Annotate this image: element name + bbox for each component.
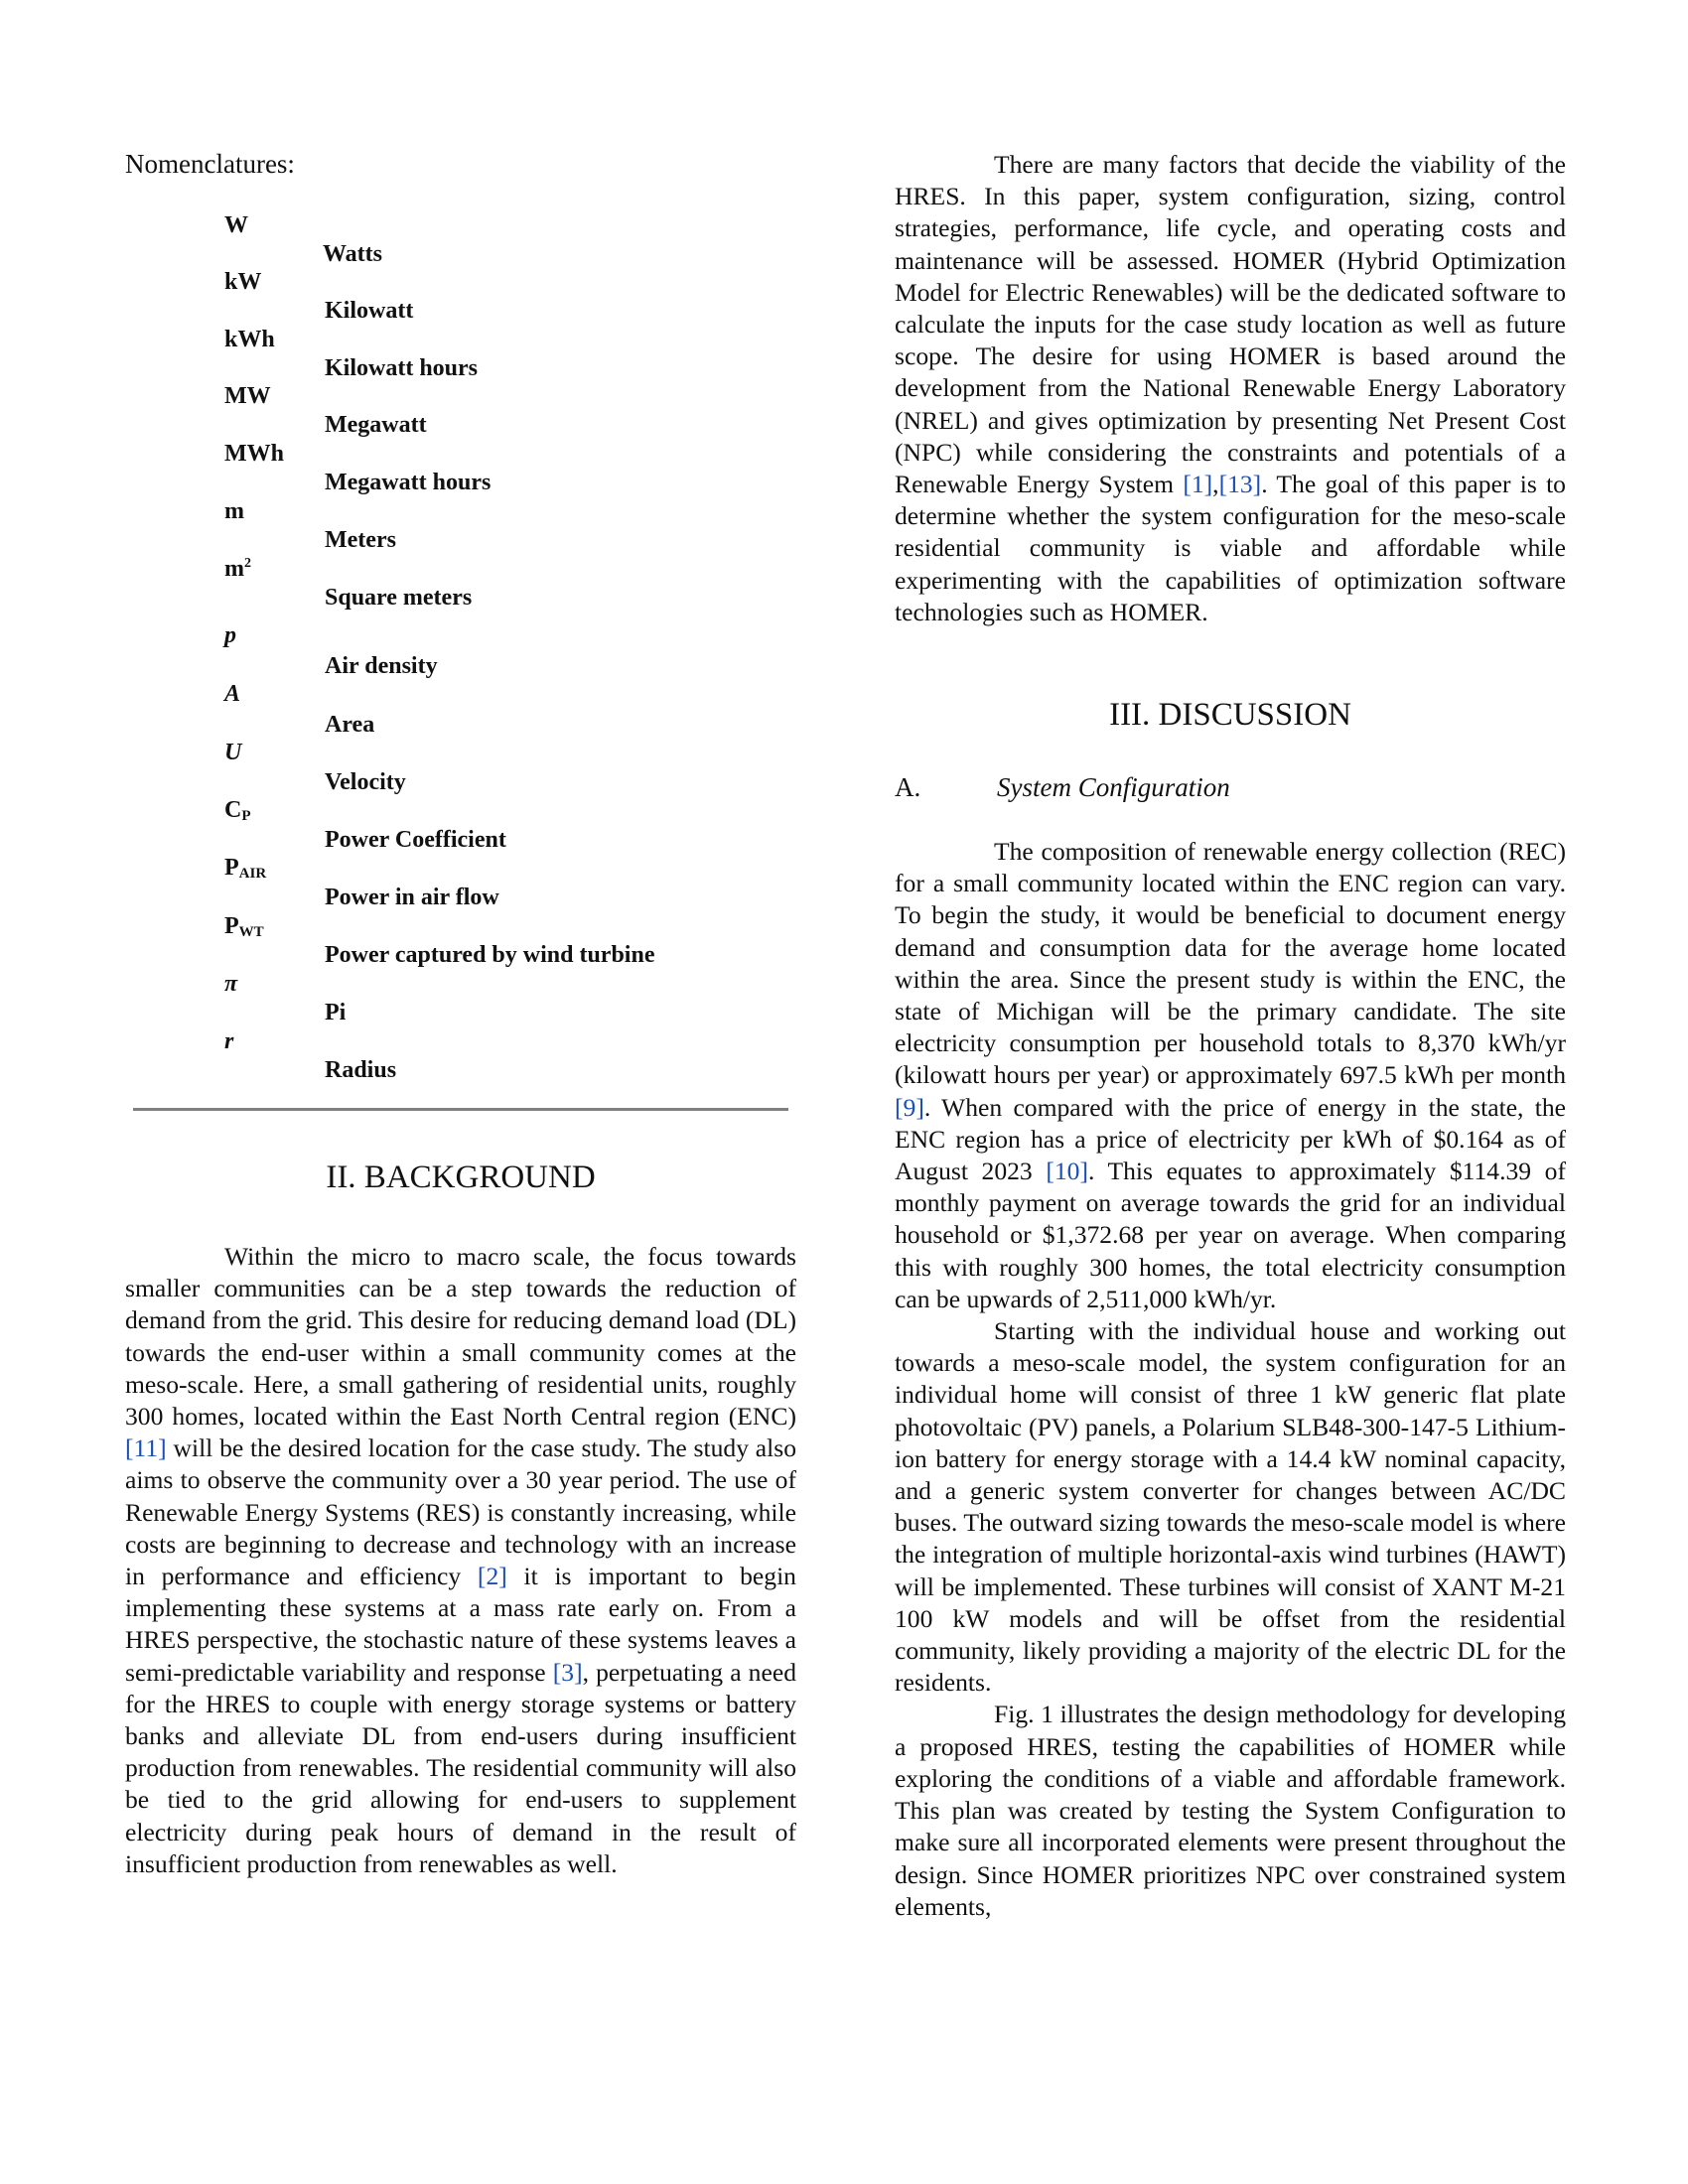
nomenclature-symbol: $m^2$ — [224, 556, 251, 582]
nomenclature-definition: Meters — [325, 527, 396, 553]
nomenclature-definition: Kilowatt — [325, 298, 414, 324]
background-paragraph: Within the micro to macro scale, the focus towards smaller communities can be a step towards the reduction of demand from the grid. This desire for reducing demand load (DL) towards the end-user within a small community comes at the meso-scale. Here, a small gathering of residential units, roughly 300 homes, located within the East North Central region (ENC) [11] will be the desired location for the case study. The study also aims to observe the community over a 30 year period. The use of Renewable Energy Systems (RES) is constantly increasing, while costs are beginning to decrease and technology with an increase in performance and efficiency [2] it is important to begin implementing these systems at a mass rate early on. From a HRES perspective, the stochastic nature of these systems leaves a semi-predictable variability and response [3], perpetuating a need for the HRES to couple with energy storage systems or battery banks and alleviate DL from end-users during insufficient production from renewables. The residential community will also be tied to the grid allowing for end-users to supplement electricity during peak hours of demand in the result of insufficient production from renewables as well. — [125, 1242, 796, 1878]
nomenclature-definition: Megawatt — [325, 412, 427, 438]
nomenclature-definition: Radius — [325, 1057, 397, 1083]
nomenclature-symbol: $P_{AIR}$ — [224, 855, 267, 882]
subsection-title: System Configuration — [997, 772, 1230, 802]
intro-paragraph: There are many factors that decide the viability of the HRES. In this paper, system configuration, sizing, control strategies, performance, life cycle, and operating costs and maintenance will be assessed. HOMER (Hybrid Optimization Model for Electric Renewables) will be the dedicated software to calculate the inputs for the case study location as well as future scope. The desire for using HOMER is based around the development from the National Renewable Energy Laboratory (NREL) and gives optimization by presenting Net Present Cost (NPC) while considering the constraints and potentials of a Renewable Energy System [1],[13]. The goal of this paper is to determine whether the system configuration for the meso-scale residential community is viable and affordable while experimenting with the capabilities of optimization software technologies such as HOMER. — [895, 150, 1566, 626]
nomenclature-symbol: p — [224, 622, 236, 648]
nomenclature-definition: Area — [325, 712, 375, 738]
nomenclature-definition: Square meters — [325, 585, 473, 611]
section-heading-discussion: III. DISCUSSION — [1109, 697, 1351, 733]
nomenclature-symbol: MWh — [224, 441, 284, 467]
nomenclature-definition: Watts — [323, 241, 382, 267]
nomenclature-symbol: r — [224, 1028, 234, 1054]
nomenclature-symbol: kWh — [224, 327, 275, 352]
nomenclature-definition: Power in air flow — [325, 885, 499, 910]
discussion-paragraph: The composition of renewable energy collection (REC) for a small community located within the ENC region can vary. To begin the study, it would be beneficial to document energy demand and consumption data for the average home located within the area. Since the present study is within the ENC, the state of Michigan will be the primary candidate. The site electricity consumption per household totals to 8,370 kWh/yr (kilowatt hours per year) or approximately 697.5 kWh per month [9]. When compared with the price of energy in the state, the ENC region has a price of electricity per kWh of $0.164 as of August 2023 [10]. This equates to approximately $114.39 of monthly payment on average towards the grid for an individual household or $1,372.68 per year on average. When comparing this with roughly 300 homes, the total electricity consumption can be upwards of 2,511,000 kWh/yr. Starting with the individual house and working out towards a meso-scale model, the system configuration for an individual home will consist of three 1 kW generic flat plate photovoltaic (PV) panels, a Polarium SLB48-300-147-5 Lithium-ion battery for energy storage with a 14.4 kW nominal capacity, and a generic system converter for changes between AC/DC buses. The outward sizing towards the meso-scale model is where the integration of multiple horizontal-axis wind turbines (HAWT) will be implemented. These turbines will consist of XANT M-21 100 kW models and will be offset from the residential community, likely providing a majority of the electric DL for the residents. Fig. 1 illustrates the design methodology for developing a proposed HRES, testing the capabilities of HOMER while exploring the conditions of a viable and affordable framework. This plan was created by testing the System Configuration to make sure all incorporated elements were present throughout the design. Since HOMER prioritizes NPC over constrained system elements, — [895, 837, 1566, 1921]
citation-link[interactable]: [9] — [895, 1092, 924, 1122]
citation-link[interactable]: [2] — [477, 1562, 507, 1591]
citation-link[interactable]: [13] — [1218, 470, 1262, 499]
nomenclature-definition: Power captured by wind turbine — [325, 942, 655, 968]
nomenclature-symbol: U — [224, 740, 242, 765]
citation-link[interactable]: [1] — [1183, 470, 1213, 499]
section-heading-background: II. BACKGROUND — [326, 1160, 596, 1195]
nomenclature-definition: Air density — [325, 653, 438, 679]
nomenclature-definition: Kilowatt hours — [325, 355, 479, 381]
nomenclature-symbol: $P_{WT}$ — [224, 913, 264, 940]
nomenclature-definition: Velocity — [325, 769, 406, 795]
nomenclature-symbol: $C_P$ — [224, 797, 251, 824]
nomenclature-definition: Megawatt hours — [325, 470, 492, 495]
nomenclature-definition: Pi — [325, 1000, 347, 1025]
citation-link[interactable]: [3] — [552, 1657, 583, 1687]
nomenclature-symbol: MW — [224, 383, 271, 409]
nomenclature-symbol: kW — [224, 269, 262, 295]
nomenclature-symbol: A — [224, 681, 241, 707]
citation-link[interactable]: [11] — [125, 1433, 167, 1463]
citation-link[interactable]: [10] — [1046, 1157, 1088, 1186]
nomenclature-definition: Power Coefficient — [325, 827, 506, 853]
nomenclature-divider — [133, 1108, 788, 1111]
subsection-label: A. — [895, 772, 921, 802]
nomenclature-symbol: π — [224, 971, 238, 997]
nomenclature-symbol: m — [224, 498, 244, 524]
nomenclature-heading: Nomenclatures: — [125, 149, 295, 179]
nomenclature-symbol: W — [224, 212, 248, 238]
